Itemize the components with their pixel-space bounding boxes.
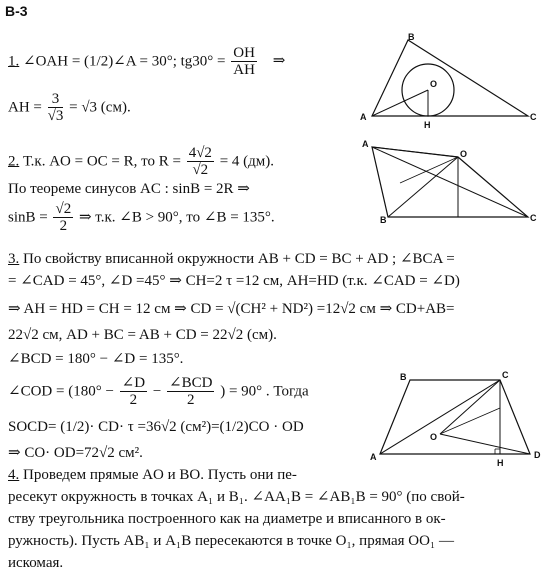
fig3-label-b: B <box>400 372 407 382</box>
figure-triangle-incircle <box>360 30 540 130</box>
fig3-label-d: D <box>534 450 541 460</box>
p4-line3: ству треугольника построенного как на диаметре и вписанного в ок- <box>8 511 446 527</box>
p4-line2: ресекут окружность в точках A₁ и B₁. ∠AA₁B = ∠AB₁B = 90° (по свой- <box>8 489 465 505</box>
p3-line1: 3. По свойству вписанной окружности AB + CD = BC + AD ; ∠BCA = <box>8 251 455 267</box>
fig3-label-h: H <box>497 458 504 468</box>
fig2-label-c: C <box>530 213 537 223</box>
fig3-label-c: C <box>502 370 509 380</box>
p4-line4: ружность). Пусть AB₁ и A₁B пересекаются в точке O₁, прямая OO₁ — <box>8 533 454 549</box>
p3-line3: ⇒ AH = HD = CH = 12 см ⇒ CD = √(CH² + ND²) =12√2 см ⇒ CD+AB= <box>8 301 455 317</box>
p2-frac3: $\frac{√2}{2}$ <box>55 201 72 234</box>
p2-line1: 2. Т.к. AO = OC = R, то R = $\frac{4√2}{√2}$ = 4 (дм). <box>8 145 275 178</box>
p2-line3: sinB = $\frac{√2}{2}$ ⇒ т.к. ∠B > 90°, то ∠B = 135°. <box>8 201 275 234</box>
p1-line2: AH = $\frac{3}{√3}$ = √3 (см). <box>8 91 131 124</box>
p3-line7: SOCD= (1/2)· CD· τ =36√2 (см²)=(1/2)CO · OD <box>8 419 304 435</box>
p2-line2: По теореме синусов AC : sinB = 2R ⇒ <box>8 181 250 197</box>
fig1-label-o: O <box>430 79 438 89</box>
figure-trapezoid <box>370 368 548 468</box>
p4-line5: искомая. <box>8 555 64 571</box>
p3-frac-b: $\frac{\text{∠BCD}}{2}$ <box>169 375 213 408</box>
p3-line8: ⇒ CO· OD=72√2 см². <box>8 445 143 461</box>
p3-line6: ∠COD = (180° − $\frac{\angle D}{2}$ − $\frac{\text{∠BCD}}{2}$ ) = 90° . Тогда <box>8 375 309 408</box>
fig2-label-b: B <box>380 215 387 225</box>
fig1-label-h: H <box>424 120 431 130</box>
fig1-label-a: A <box>360 112 367 122</box>
fig1-label-c: C <box>530 112 537 122</box>
p1-text1: ∠OAH = (1/2)∠A = 30°; tg30° = <box>23 53 226 70</box>
p2-frac: $\frac{4√2}{√2}$ <box>188 145 212 178</box>
variant-title: В-3 <box>5 3 28 19</box>
fig3-label-o: O <box>430 432 438 442</box>
fig3-label-a: A <box>370 452 377 462</box>
p1-frac2: $\frac{3}{√3}$ <box>47 91 64 124</box>
p1-num: 1. <box>8 53 20 70</box>
p1-arrow: ⇒ <box>272 53 286 70</box>
p1-frac: $\frac{OH}{AH}$ <box>233 45 255 78</box>
p3-line4: 22√2 см, AD + BC = AB + CD = 22√2 (см). <box>8 327 277 343</box>
fig1-label-b: B <box>408 32 415 42</box>
p1-line1 <box>8 46 285 78</box>
p4-line1: 4. Проведем прямые AO и BO. Пусть они пе- <box>8 467 297 483</box>
p3-frac-a: $\frac{\angle D}{2}$ <box>121 375 146 408</box>
p3-line2: = ∠CAD = 45°, ∠D =45° ⇒ CH=2 τ =12 см, AH=HD (т.к. ∠CAD = ∠D) <box>8 273 460 289</box>
fig2-label-a: A <box>362 139 369 149</box>
fig2-label-o: O <box>460 149 468 159</box>
figure-quadrilateral <box>360 135 540 225</box>
p3-line5: ∠BCD = 180° − ∠D = 135°. <box>8 351 184 367</box>
